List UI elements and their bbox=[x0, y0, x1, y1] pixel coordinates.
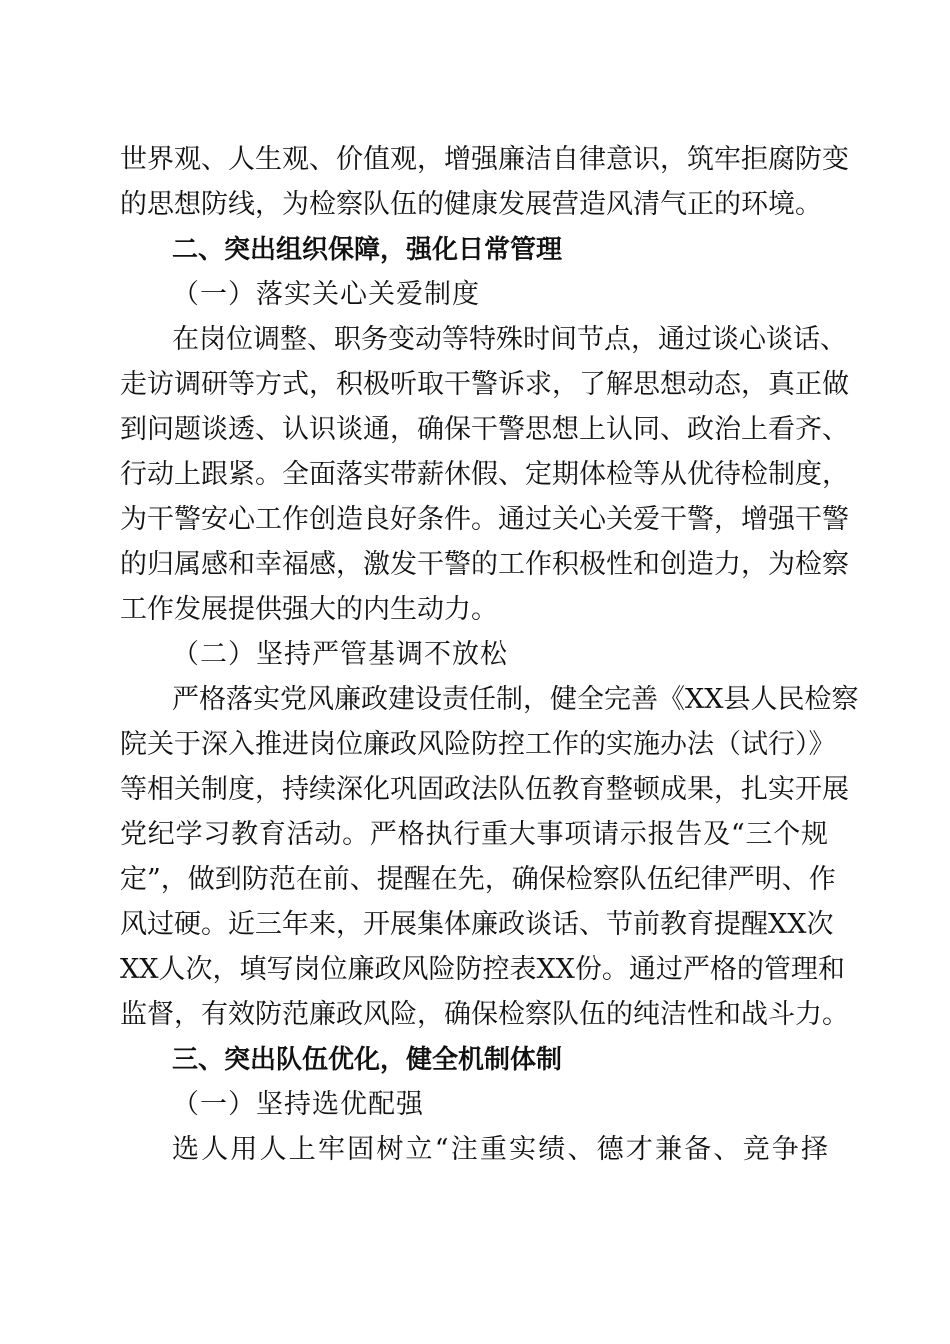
paragraph-line: 为干警安心工作创造良好条件。通过关心关爱干警，增强干警 bbox=[120, 504, 849, 535]
paragraph-line: 在岗位调整、职务变动等特殊时间节点，通过谈心谈话、 bbox=[172, 324, 847, 355]
subsection-heading: （一）坚持选优配强 bbox=[172, 1089, 424, 1120]
paragraph-line: 行动上跟紧。全面落实带薪休假、定期体检等从优待检制度， bbox=[120, 459, 849, 490]
paragraph-line: 的思想防线，为检察队伍的健康发展营造风清气正的环境。 bbox=[120, 189, 822, 220]
section-heading: 三、突出队伍优化，健全机制体制 bbox=[172, 1045, 563, 1075]
subsection-heading: （一）落实关心关爱制度 bbox=[172, 279, 480, 310]
paragraph-line: 选人用人上牢固树立“注重实绩、德才兼备、竞争择 bbox=[172, 1134, 828, 1165]
paragraph-line: 到问题谈透、认识谈通，确保干警思想上认同、政治上看齐、 bbox=[120, 414, 849, 445]
paragraph-line: 的归属感和幸福感，激发干警的工作积极性和创造力，为检察 bbox=[120, 549, 849, 580]
paragraph-line: 定”，做到防范在前、提醒在先，确保检察队伍纪律严明、作 bbox=[120, 864, 836, 895]
paragraph-line: 等相关制度，持续深化巩固政法队伍教育整顿成果，扎实开展 bbox=[120, 774, 849, 805]
subsection-heading: （二）坚持严管基调不放松 bbox=[172, 639, 508, 670]
paragraph-line: XX人次，填写岗位廉政风险防控表XX份。通过严格的管理和 bbox=[120, 954, 845, 985]
paragraph-line: 党纪学习教育活动。严格执行重大事项请示报告及“三个规 bbox=[120, 819, 828, 850]
paragraph-line: 走访调研等方式，积极听取干警诉求，了解思想动态，真正做 bbox=[120, 369, 849, 400]
paragraph-line: 严格落实党风廉政建设责任制，健全完善《XX县人民检察 bbox=[172, 684, 859, 715]
paragraph-line: 世界观、人生观、价值观，增强廉洁自律意识，筑牢拒腐防变 bbox=[120, 144, 849, 175]
paragraph-line: 院关于深入推进岗位廉政风险防控工作的实施办法（试行）》 bbox=[120, 729, 836, 760]
paragraph-line: 工作发展提供强大的内生动力。 bbox=[120, 594, 498, 625]
section-heading: 二、突出组织保障，强化日常管理 bbox=[172, 235, 563, 265]
paragraph-line: 风过硬。近三年来，开展集体廉政谈话、节前教育提醒XX次 bbox=[120, 909, 834, 940]
paragraph-line: 监督，有效防范廉政风险，确保检察队伍的纯洁性和战斗力。 bbox=[120, 999, 849, 1030]
